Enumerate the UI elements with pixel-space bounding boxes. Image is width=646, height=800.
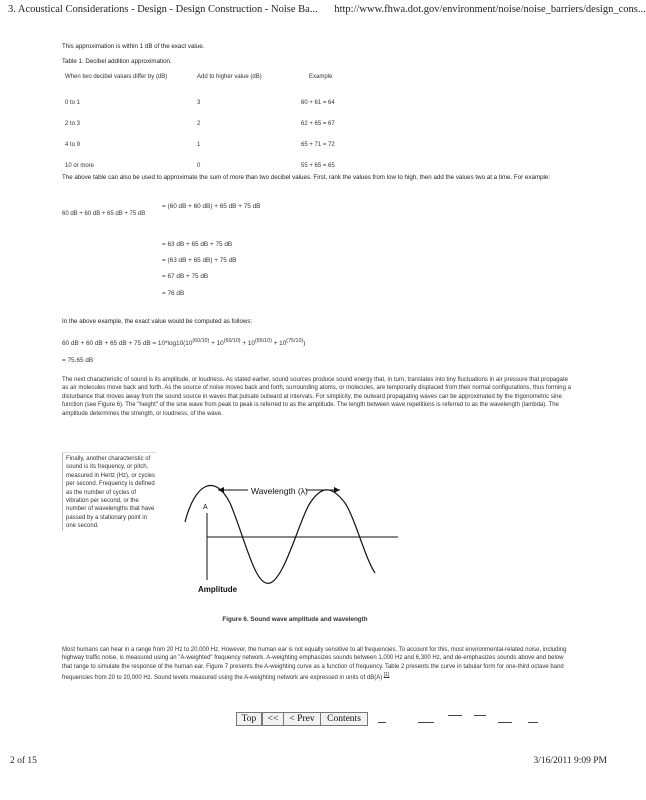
point-label: A	[203, 504, 208, 511]
sine-wave	[185, 485, 375, 583]
scan-artifacts	[378, 712, 548, 726]
exact-equation	[62, 338, 305, 347]
equation-lhs: 60 dB + 60 dB + 65 dB + 75 dB	[62, 211, 146, 217]
print-header	[8, 4, 646, 15]
page-title: 3. Acoustical Considerations - Design - Design Construction - Noise Ba...	[8, 4, 318, 15]
table-cell: 55 + 65 = 65	[301, 163, 335, 169]
table-cell: 60 + 61 = 64	[301, 100, 335, 106]
artifact-mark	[418, 722, 434, 723]
prev-page-button[interactable]: < Prev	[283, 712, 321, 726]
amplitude-label: Amplitude	[198, 585, 238, 594]
first-page-button[interactable]: <<	[262, 712, 284, 726]
contents-button[interactable]: Contents	[320, 712, 368, 726]
table-cell: 3	[197, 100, 201, 106]
equation-step: = 76 dB	[162, 290, 185, 297]
table-cell: 2 to 3	[65, 121, 81, 127]
table-row	[65, 100, 399, 121]
artifact-mark	[378, 722, 386, 723]
footnote-link[interactable]: [1]	[383, 672, 390, 679]
figure-caption: Figure 6. Sound wave amplitude and wavelength	[222, 616, 368, 623]
addition-explanation: The above table can also be used to approximate the sum of more than two decibel values. First, rank the values from low to high, then add the values two at a time. For example:	[62, 174, 551, 181]
equation-term: + 10	[271, 340, 287, 348]
decibel-addition-table	[65, 74, 399, 184]
equation-step: = 63 dB + 65 dB + 75 dB	[162, 241, 233, 248]
artifact-mark	[498, 722, 512, 723]
equation-step: = (63 dB + 65 dB) + 75 dB	[162, 257, 237, 264]
accuracy-note: This approximation is within 1 dB of the exact value.	[62, 43, 205, 50]
frequency-sidebar: Finally, another characteristic of sound is its frequency, or pitch, measured in Hertz (Hz), or cycles per second. Frequency is defined as the number of cycles of vibration per second, or the number of wavelengths that have passed by a stationary point in one second.	[62, 452, 156, 531]
page-number: 2 of 15	[10, 756, 37, 766]
exact-equation-lhs: 60 dB + 60 dB + 65 dB + 75 dB = 10*log10(10	[62, 340, 193, 348]
table-cell: 0 to 1	[65, 100, 81, 106]
table-cell: 62 + 65 = 67	[301, 121, 335, 127]
equation-step: = 67 dB + 75 dB	[162, 273, 209, 280]
artifact-mark	[528, 722, 538, 723]
page-url: http://www.fhwa.dot.gov/environment/noise/noise_barriers/design_cons...	[334, 4, 646, 15]
exponent: (75/10)	[286, 338, 304, 344]
equation-term: + 10	[240, 340, 255, 348]
table-cell: 2	[197, 121, 201, 127]
a-weighting-unit: dB(A)	[366, 675, 383, 682]
table-header-row	[65, 74, 399, 100]
a-weighting-text: Most humans can hear in a range from 20 Hz to 20,000 Hz. However, the human ear is not equally sensitive to all frequencies. To account for this, most environmental-related noise, including highway traffic noise, is measured using an "A-weighted" frequency network. A-weighting emphasizes sounds between 1,000 Hz and 6,300 Hz, and de-emphasizes sounds above and below that range to simulate the response of the human ear. Figure 7 presents the A-weighting curve as a function of frequency. Table 2 presents the curve in tabular form for one-third octave band frequencies from 20 to 20,000 Hz. Sound levels measured using the A-weighting network are expressed in units of	[62, 647, 567, 682]
exponent: (60/10)	[223, 338, 241, 344]
a-weighting-paragraph	[62, 646, 574, 683]
table-header-cell: Add to higher value (dB)	[197, 74, 262, 80]
table-cell: 65 + 71 = 72	[301, 142, 335, 148]
wavelength-label: Wavelength (λ)	[251, 486, 308, 496]
exact-result: = 75.65 dB	[62, 357, 94, 364]
exponent: (65/10)	[255, 338, 272, 344]
table-cell: 0	[197, 163, 201, 169]
table-header-cell: When two decibel values differ by (dB)	[65, 74, 168, 80]
exact-intro: In the above example, the exact value would be computed as follows:	[62, 318, 253, 325]
table-cell: 1	[197, 142, 201, 148]
table-cell: 4 to 9	[65, 142, 81, 148]
equation-term: )	[303, 340, 306, 348]
top-button[interactable]: Top	[236, 712, 262, 726]
table-caption: Table 1. Decibel addition approximation.	[62, 58, 172, 65]
table-row	[65, 142, 399, 163]
sound-wave-figure	[160, 478, 430, 606]
artifact-mark	[448, 715, 462, 716]
exponent: (60/10)	[192, 338, 210, 344]
table-row	[65, 121, 399, 142]
artifact-mark	[474, 715, 486, 716]
table-header-cell: Example	[309, 74, 333, 80]
print-timestamp: 3/16/2011 9:09 PM	[533, 756, 607, 766]
arrowhead-right	[334, 487, 340, 493]
equation-step: = (60 dB + 60 dB) + 65 dB + 75 dB	[162, 203, 261, 210]
amplitude-paragraph: The next characteristic of sound is its amplitude, or loudness. As stated earlier, sound sources produce sound energy that, in turn, translates into tiny fluctuations in air pressure that propagate as air molecules move back and forth. As the source of noise moves back and forth, surrounding atoms, or molecules, are temporarily displaced from their normal configurations, thus forming a disturbance that moves away from the sound source in waves that pulsate outward at intervals. For simplicity, the outward propagating waves can be approximated by the trigonometric sine function (see Figure 6). The "height" of the sine wave from peak to peak is referred to as the amplitude. The length between wave repetitions is referred to as the wavelength (lambda). The amplitude determines the strength, or loudness, of the wave.	[62, 377, 571, 417]
equation-term: + 10	[209, 340, 224, 348]
table-cell: 10 or more	[65, 163, 95, 169]
